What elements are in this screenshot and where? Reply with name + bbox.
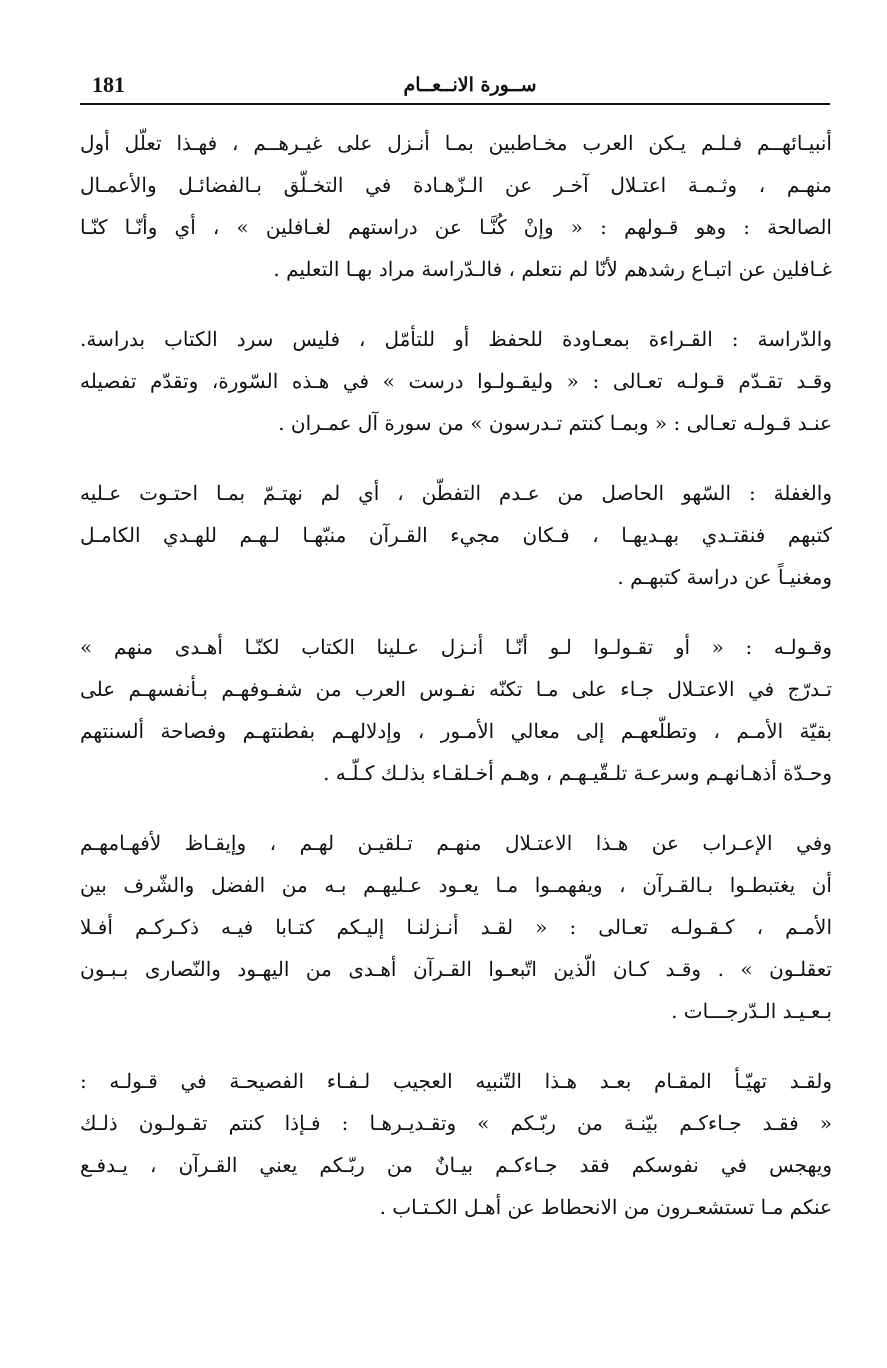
text-line: تـدرّج في الاعتـلال جـاء على مـا تكنّه نفـوس العرب من شفـوفهـم بـأنفسهـم على <box>80 677 832 701</box>
text-line: عنكم مـا تستشعـرون من الانحطاط عن أهـل الكـتـاب . <box>379 1195 832 1219</box>
paragraph <box>80 822 832 1032</box>
text-line: أنبيـائهــم فـلـم يـكن العرب مخـاطبين بمـا أنـزل على غيـرهــم ، فهـذا تعلّل أول <box>80 131 832 155</box>
text-line: « فقـد جـاءكـم بيّنـة من ربّـكم » وتقـديـرهـا : فـإذا كنتم تقـولـون ذلـك <box>80 1111 832 1135</box>
running-title: ســورة الانــعــام <box>403 74 537 96</box>
paragraph <box>80 318 832 444</box>
text-line: وفي الإعـراب عن هـذا الاعتـلال منهـم تـلقيـن لهـم ، وإيقـاظ لأفهـامهـم <box>80 831 832 855</box>
text-line: والغفلة : السّهو الحاصل من عـدم التفطّن ، أي لم نهتـمّ بمـا احتـوت عـليه <box>80 481 832 505</box>
text-line: وقـد تقـدّم قـولـه تعـالى : « وليقـولـوا درست » في هـذه السّورة، وتقدّم تفصيله <box>80 369 832 393</box>
text-line: منهـم ، وثـمـة اعتـلال آخـر عن الـزّهـادة في التخـلّق بـالفضائـل والأعمـال <box>80 173 832 197</box>
header-rule <box>80 103 830 105</box>
text-line: وقـولـه : « أو تقـولـوا لـو أنّـا أنـزل عـلينا الكتاب لكنّـا أهـدى منهم » <box>80 635 832 659</box>
text-line: ولقـد تهيّـأ المقـام بعـد هـذا التّنبيه العجيب لـفـاء الفصيحـة في قـولـه : <box>80 1069 832 1093</box>
text-line: عنـد قـولـه تعـالى : « وبمـا كنتم تـدرسون » من سورة آل عمـران . <box>278 411 832 435</box>
text-line: ومغنيـاً عن دراسة كتبهـم . <box>617 565 832 589</box>
text-line: بقيّة الأمـم ، وتطلّعهـم إلى معالي الأمـور ، وإدلالهـم بفطنتهـم وفصاحة ألسنتهم <box>80 719 832 743</box>
paragraph <box>80 626 832 794</box>
paragraph <box>80 1060 832 1228</box>
page-header <box>80 62 830 104</box>
text-line: وحـدّة أذهـانهـم وسرعـة تلـقّيـهـم ، وهـم أخـلقـاء بذلـك كـلّـه . <box>323 761 832 785</box>
body-text <box>80 122 832 1256</box>
paragraph <box>80 122 832 290</box>
text-line: ويهجس في نفوسكم فقد جـاءكـم بيـانٌ من ربّـكم يعني القـرآن ، يـدفـع <box>80 1153 832 1177</box>
text-line: غـافلين عن اتبـاع رشدهم لأنّا لم نتعلم ، فالـدّراسة مراد بهـا التعليم . <box>273 257 832 281</box>
text-line: الأمـم ، كـقـولـه تعـالى : « لقـد أنـزلنـا إليـكم كتـابا فيـه ذكـركـم أفـلا <box>80 915 832 939</box>
paragraph <box>80 472 832 598</box>
text-line: كتبهم فنقتـدي بهـديهـا ، فـكان مجيء القـرآن منبّهـا لـهـم للهـدي الكامـل <box>80 523 832 547</box>
text-line: بـعـيـد الـدّرجـــات . <box>671 999 832 1023</box>
text-line: تعقلـون » . وقـد كـان الّذين اتّبعـوا القـرآن أهـدى من اليهـود والنّصارى بـبـون <box>80 957 832 981</box>
text-line: أن يغتبطـوا بـالقـرآن ، ويفهمـوا مـا يعـود عـليهـم بـه من الفضل والشّرف بين <box>80 873 832 897</box>
text-line: الصالحة : وهو قـولهم : « وإنْ كُنَّـا عن دراستهم لغـافلين » ، أي وأنّـا كنّـا <box>80 215 832 239</box>
text-line: والدّراسة : القـراءة بمعـاودة للحفظ أو للتأمّل ، فليس سرد الكتاب بدراسة. <box>80 327 832 351</box>
page-number: 181 <box>92 72 125 97</box>
